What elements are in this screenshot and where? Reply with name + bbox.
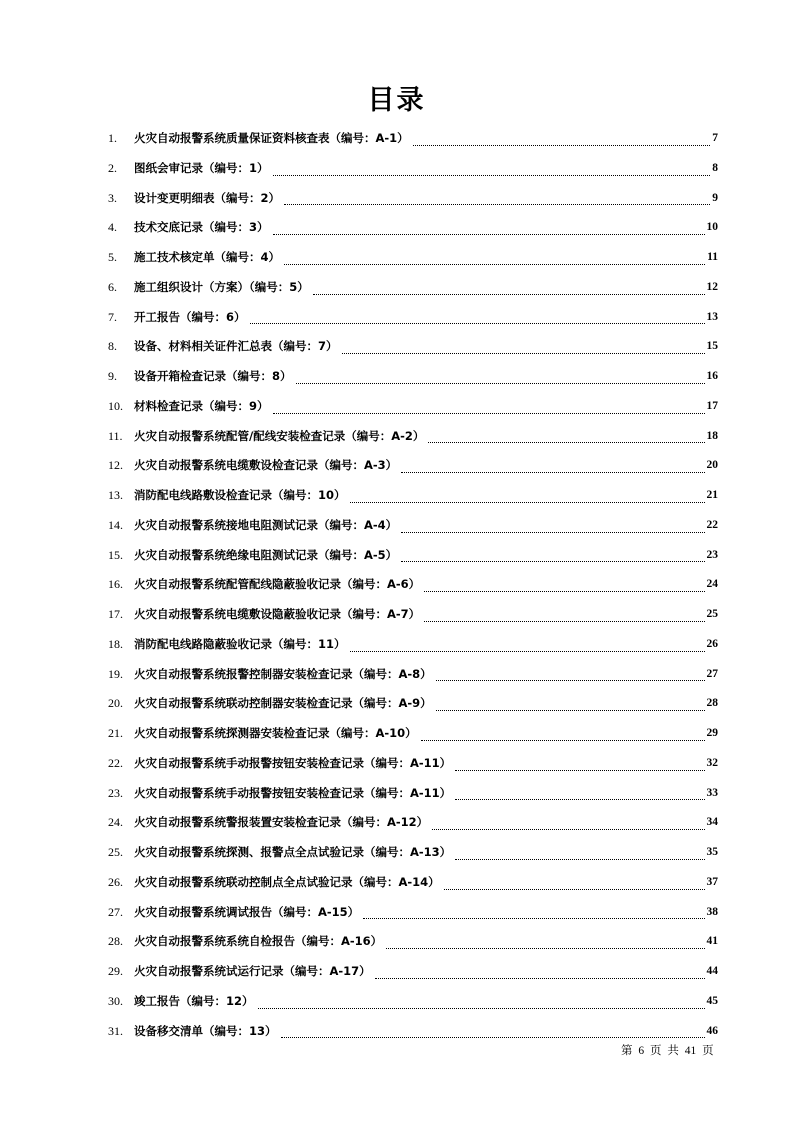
toc-entry[interactable] bbox=[108, 481, 718, 511]
toc-entry[interactable] bbox=[108, 987, 718, 1017]
toc-dot-leader bbox=[455, 766, 704, 771]
toc-entry[interactable] bbox=[108, 749, 718, 779]
toc-entry-title[interactable]: 火灾自动报警系统配管/配线安装检查记录（编号：A-2） bbox=[134, 428, 425, 443]
toc-dot-leader bbox=[455, 855, 704, 860]
toc-entry[interactable] bbox=[108, 332, 718, 362]
toc-entry-title[interactable]: 火灾自动报警系统手动报警按钮安装检查记录（编号：A-11） bbox=[134, 755, 452, 770]
toc-entry-number: 4. bbox=[108, 220, 117, 235]
toc-entry[interactable] bbox=[108, 184, 718, 214]
toc-entry-number: 7. bbox=[108, 309, 117, 324]
toc-entry-number: 19. bbox=[108, 666, 123, 681]
toc-entry[interactable] bbox=[108, 660, 718, 690]
toc-entry[interactable] bbox=[108, 600, 718, 630]
toc-dot-leader bbox=[421, 736, 705, 741]
toc-entry[interactable] bbox=[108, 422, 718, 452]
toc-entry-title[interactable]: 材料检查记录（编号：9） bbox=[134, 398, 269, 413]
toc-entry-title[interactable]: 设计变更明细表（编号：2） bbox=[134, 190, 281, 205]
toc-entry-title[interactable]: 火灾自动报警系统绝缘电阻测试记录（编号：A-5） bbox=[134, 547, 398, 562]
toc-entry-number: 23. bbox=[108, 785, 123, 800]
toc-dot-leader bbox=[401, 557, 704, 562]
page-footer: 第 6 页 共 41 页 bbox=[621, 1045, 714, 1057]
toc-entry-number: 22. bbox=[108, 755, 123, 770]
toc-dot-leader bbox=[432, 825, 704, 830]
toc-entry[interactable] bbox=[108, 362, 718, 392]
toc-entry-title[interactable]: 图纸会审记录（编号：1） bbox=[134, 160, 269, 175]
toc-entry-title[interactable]: 竣工报告（编号：12） bbox=[134, 993, 254, 1008]
toc-entry-page-number: 13 bbox=[706, 310, 718, 323]
toc-entry[interactable] bbox=[108, 451, 718, 481]
toc-dot-leader bbox=[350, 647, 705, 652]
toc-entry-title[interactable]: 火灾自动报警系统电缆敷设检查记录（编号：A-3） bbox=[134, 458, 398, 473]
toc-entry-page-number: 12 bbox=[706, 280, 718, 293]
toc-entry-title[interactable]: 开工报告（编号：6） bbox=[134, 309, 246, 324]
toc-entry-title[interactable]: 火灾自动报警系统警报装置安装检查记录（编号：A-12） bbox=[134, 815, 429, 830]
toc-dot-leader bbox=[424, 587, 704, 592]
toc-entry[interactable] bbox=[108, 898, 718, 928]
toc-entry-page-number: 17 bbox=[706, 399, 718, 412]
toc-entry-page-number: 8 bbox=[712, 161, 718, 174]
toc-entry-page-number: 37 bbox=[706, 875, 718, 888]
toc-entry-title[interactable]: 火灾自动报警系统质量保证资料核查表（编号：A-1） bbox=[134, 131, 409, 145]
toc-entry[interactable] bbox=[108, 511, 718, 541]
toc-entry-title[interactable]: 火灾自动报警系统联动控制点全点试验记录（编号：A-14） bbox=[134, 874, 440, 889]
toc-entry-number: 6. bbox=[108, 279, 117, 294]
toc-entry-page-number: 32 bbox=[706, 756, 718, 769]
toc-entry[interactable] bbox=[108, 719, 718, 749]
toc-entry-number: 14. bbox=[108, 517, 123, 532]
toc-entry[interactable] bbox=[108, 957, 718, 987]
toc-entry-number: 29. bbox=[108, 964, 123, 978]
toc-entry-title[interactable]: 火灾自动报警系统系统自检报告（编号：A-16） bbox=[134, 934, 383, 949]
toc-entry-title[interactable]: 施工技术核定单（编号：4） bbox=[134, 250, 281, 264]
toc-dot-leader bbox=[284, 260, 705, 265]
toc-entry-title[interactable]: 火灾自动报警系统手动报警按钮安装检查记录（编号：A-11） bbox=[134, 785, 452, 800]
table-of-contents bbox=[108, 124, 718, 1046]
toc-entry[interactable] bbox=[108, 927, 718, 957]
toc-entry[interactable] bbox=[108, 154, 718, 184]
toc-entry-page-number: 41 bbox=[706, 935, 718, 948]
toc-entry-number: 30. bbox=[108, 993, 123, 1008]
toc-entry-title[interactable]: 火灾自动报警系统调试报告（编号：A-15） bbox=[134, 904, 360, 919]
toc-dot-leader bbox=[350, 498, 705, 503]
toc-entry-number: 18. bbox=[108, 636, 123, 651]
toc-entry-page-number: 18 bbox=[706, 429, 718, 442]
toc-entry-page-number: 9 bbox=[712, 191, 718, 204]
toc-dot-leader bbox=[436, 676, 705, 681]
toc-entry-title[interactable]: 火灾自动报警系统配管配线隐蔽验收记录（编号：A-6） bbox=[134, 577, 421, 592]
toc-entry-number: 15. bbox=[108, 547, 123, 562]
toc-entry-page-number: 45 bbox=[706, 994, 718, 1007]
toc-entry-title[interactable]: 设备、材料相关证件汇总表（编号：7） bbox=[134, 339, 338, 354]
toc-entry-number: 12. bbox=[108, 458, 123, 473]
toc-entry-page-number: 7 bbox=[712, 132, 718, 144]
toc-entry-title[interactable]: 施工组织设计（方案）（编号：5） bbox=[134, 279, 309, 294]
toc-dot-leader bbox=[401, 468, 704, 473]
toc-entry-title[interactable]: 消防配电线路隐蔽验收记录（编号：11） bbox=[134, 636, 346, 651]
toc-entry-page-number: 11 bbox=[707, 251, 718, 263]
toc-entry[interactable] bbox=[108, 868, 718, 898]
toc-dot-leader bbox=[258, 1004, 705, 1009]
toc-entry-page-number: 26 bbox=[706, 637, 718, 650]
toc-entry-number: 16. bbox=[108, 577, 123, 592]
toc-entry-number: 10. bbox=[108, 398, 123, 413]
toc-dot-leader bbox=[375, 974, 705, 979]
toc-entry-number: 20. bbox=[108, 696, 123, 711]
toc-entry[interactable] bbox=[108, 838, 718, 868]
toc-entry-page-number: 20 bbox=[706, 459, 718, 472]
toc-entry[interactable] bbox=[108, 392, 718, 422]
toc-entry-page-number: 15 bbox=[706, 340, 718, 353]
toc-entry-page-number: 21 bbox=[706, 489, 718, 501]
toc-entry-number: 2. bbox=[108, 160, 117, 175]
toc-entry-page-number: 22 bbox=[706, 518, 718, 531]
toc-entry[interactable] bbox=[108, 541, 718, 571]
toc-dot-leader bbox=[281, 1033, 705, 1038]
toc-entry-page-number: 33 bbox=[706, 786, 718, 799]
toc-dot-leader bbox=[342, 349, 705, 354]
toc-entry-number: 1. bbox=[108, 131, 117, 145]
toc-entry-number: 9. bbox=[108, 369, 117, 383]
toc-dot-leader bbox=[284, 200, 710, 205]
toc-dot-leader bbox=[413, 141, 711, 146]
toc-entry-number: 3. bbox=[108, 190, 117, 205]
toc-entry-title[interactable]: 设备移交清单（编号：13） bbox=[134, 1023, 277, 1038]
toc-dot-leader bbox=[428, 438, 704, 443]
toc-entry-number: 5. bbox=[108, 250, 117, 264]
toc-entry-title[interactable]: 火灾自动报警系统报警控制器安装检查记录（编号：A-8） bbox=[134, 666, 432, 681]
toc-entry-number: 21. bbox=[108, 726, 123, 740]
toc-entry[interactable] bbox=[108, 213, 718, 243]
toc-entry-number: 31. bbox=[108, 1023, 123, 1038]
toc-dot-leader bbox=[313, 290, 705, 295]
toc-entry-number: 28. bbox=[108, 934, 123, 949]
toc-entry-page-number: 16 bbox=[706, 370, 718, 382]
toc-entry-title[interactable]: 技术交底记录（编号：3） bbox=[134, 220, 269, 235]
toc-entry-page-number: 35 bbox=[706, 846, 718, 858]
toc-entry-title[interactable]: 消防配电线路敷设检查记录（编号：10） bbox=[134, 488, 346, 502]
toc-dot-leader bbox=[455, 795, 704, 800]
toc-dot-leader bbox=[444, 885, 705, 890]
toc-entry[interactable] bbox=[108, 124, 718, 154]
toc-entry-number: 25. bbox=[108, 845, 123, 859]
toc-dot-leader bbox=[424, 617, 704, 622]
toc-entry-number: 13. bbox=[108, 488, 123, 502]
toc-entry-title[interactable]: 火灾自动报警系统试运行记录（编号：A-17） bbox=[134, 964, 371, 978]
toc-dot-leader bbox=[273, 230, 705, 235]
toc-entry-number: 27. bbox=[108, 904, 123, 919]
toc-entry-title[interactable]: 火灾自动报警系统电缆敷设隐蔽验收记录（编号：A-7） bbox=[134, 607, 421, 621]
toc-entry-number: 11. bbox=[108, 428, 123, 443]
toc-entry[interactable] bbox=[108, 630, 718, 660]
toc-entry-page-number: 46 bbox=[706, 1024, 718, 1037]
toc-entry-page-number: 25 bbox=[706, 608, 718, 620]
toc-entry[interactable] bbox=[108, 779, 718, 809]
toc-dot-leader bbox=[296, 379, 705, 384]
toc-entry-title[interactable]: 火灾自动报警系统探测、报警点全点试验记录（编号：A-13） bbox=[134, 845, 452, 859]
toc-dot-leader bbox=[401, 528, 704, 533]
toc-entry-number: 8. bbox=[108, 339, 117, 354]
toc-dot-leader bbox=[273, 171, 711, 176]
toc-entry-title[interactable]: 火灾自动报警系统探测器安装检查记录（编号：A-10） bbox=[134, 726, 417, 740]
toc-dot-leader bbox=[273, 409, 705, 414]
toc-entry[interactable] bbox=[108, 243, 718, 273]
toc-entry-page-number: 10 bbox=[706, 221, 718, 234]
toc-entry[interactable] bbox=[108, 273, 718, 303]
toc-dot-leader bbox=[386, 944, 704, 949]
toc-dot-leader bbox=[363, 914, 704, 919]
toc-entry-page-number: 38 bbox=[706, 905, 718, 918]
toc-dot-leader bbox=[436, 706, 705, 711]
toc-entry-title[interactable]: 火灾自动报警系统接地电阻测试记录（编号：A-4） bbox=[134, 517, 398, 532]
toc-entry-page-number: 24 bbox=[706, 578, 718, 591]
toc-entry[interactable] bbox=[108, 689, 718, 719]
toc-entry[interactable] bbox=[108, 808, 718, 838]
toc-entry-number: 26. bbox=[108, 874, 123, 889]
toc-entry-title[interactable]: 火灾自动报警系统联动控制器安装检查记录（编号：A-9） bbox=[134, 696, 432, 711]
toc-entry-page-number: 29 bbox=[706, 727, 718, 739]
toc-entry-page-number: 28 bbox=[706, 697, 718, 710]
toc-entry[interactable] bbox=[108, 303, 718, 333]
toc-dot-leader bbox=[250, 319, 705, 324]
page-title: 目录 bbox=[367, 85, 426, 116]
toc-entry[interactable] bbox=[108, 570, 718, 600]
toc-entry-page-number: 44 bbox=[706, 965, 718, 977]
toc-entry-title[interactable]: 设备开箱检查记录（编号：8） bbox=[134, 369, 292, 383]
toc-entry-page-number: 23 bbox=[706, 548, 718, 561]
toc-entry-number: 24. bbox=[108, 815, 123, 830]
toc-entry-page-number: 34 bbox=[706, 816, 718, 829]
toc-entry-page-number: 27 bbox=[706, 667, 718, 680]
toc-entry-number: 17. bbox=[108, 607, 123, 621]
